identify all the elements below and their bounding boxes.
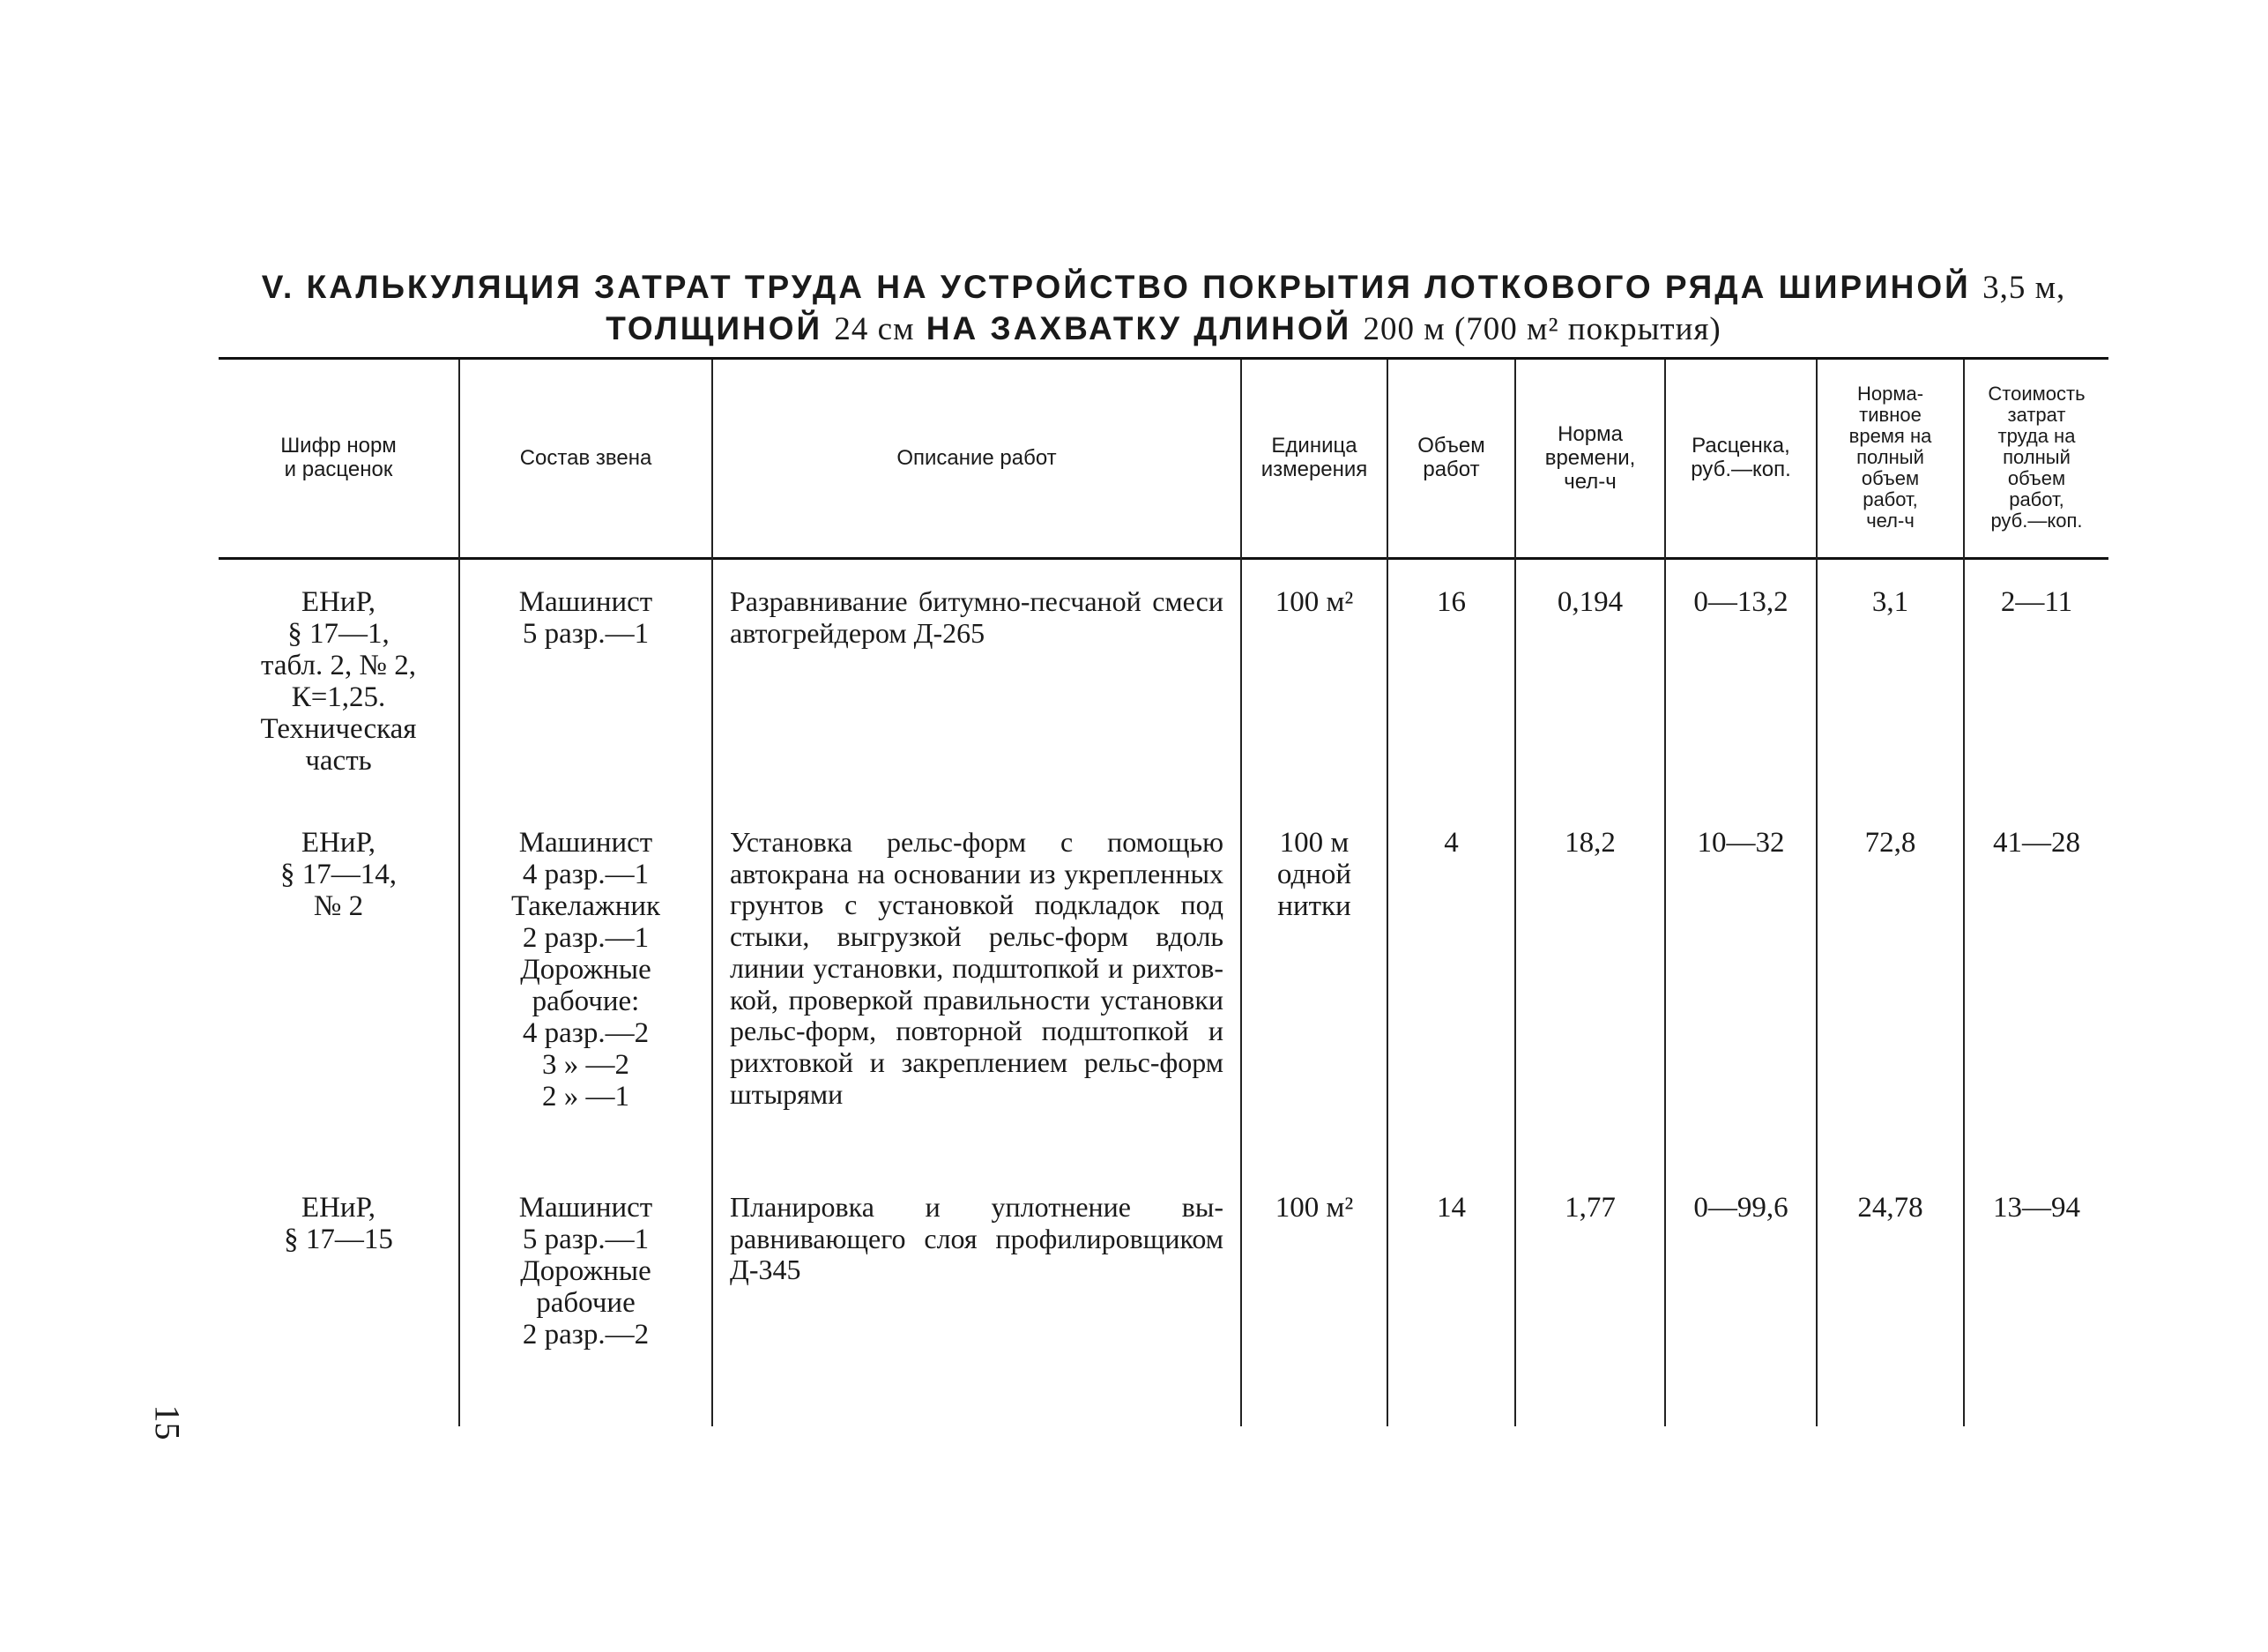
- title-thickness-value: 24 см: [834, 311, 915, 347]
- header-description: Описание работ: [896, 445, 1057, 470]
- header-bottom-rule: [219, 557, 2108, 560]
- cell-cost-total: 41—28: [1993, 827, 2080, 859]
- cell-crew: Машинист 4 разр.—1 Такелажник 2 разр.—1 Дорожные рабочие: 4 разр.—2 3 » —2 2 » —1: [510, 827, 661, 1112]
- cell-cost-total: 2—11: [2000, 586, 2073, 618]
- cell-volume: 4: [1444, 827, 1459, 859]
- cell-crew: Машинист 5 разр.—1: [518, 586, 653, 650]
- header-volume: Объем работ: [1417, 434, 1485, 481]
- title-text: V. КАЛЬКУЛЯЦИЯ ЗАТРАТ ТРУДА НА УСТРОЙСТВО ПОКРЫТИЯ ЛОТКОВОГО РЯДА ШИРИНОЙ: [261, 269, 1983, 305]
- cell-code: ЕНиР, § 17—1, табл. 2, № 2, К=1,25. Техническая часть: [260, 586, 417, 777]
- cell-norm-time-total: 3,1: [1871, 586, 1909, 618]
- cell-cost-total: 13—94: [1993, 1192, 2080, 1224]
- header-cost-total: Стоимость затрат труда на полный объем работ, руб.—коп.: [1988, 383, 2086, 532]
- header-code: Шифр норм и расценок: [280, 434, 397, 481]
- cell-rate: 10—32: [1697, 827, 1785, 859]
- cell-description: Установка рельс-форм с помощью автокрана на основании из укрепленных грунтов с установкой подкладок под стыки, выгрузкой рельс-форм вдоль линии установки, подштопкой и рихтовкой, проверкой правильности установки рельс-форм, повторной подштопкой и рихтовкой и закреплением рельс-форм штырями: [730, 826, 1223, 1110]
- header-norm-time-total: Норма- тивное время на полный объем работ, чел-ч: [1848, 383, 1932, 532]
- cell-time-norm: 0,194: [1557, 586, 1624, 618]
- cell-code: ЕНиР, § 17—15: [284, 1192, 393, 1255]
- cell-volume: 16: [1437, 586, 1466, 618]
- header-rate: Расценка, руб.—коп.: [1691, 434, 1791, 481]
- header-time-norm: Норма времени, чел-ч: [1544, 421, 1636, 494]
- cell-description: Разравнивание битумно-песчаной смеси автогрейдером Д-265: [730, 585, 1223, 649]
- cell-volume: 14: [1437, 1192, 1466, 1224]
- cell-time-norm: 18,2: [1565, 827, 1616, 859]
- cell-unit: 100 м²: [1275, 1192, 1354, 1224]
- title-length-value: 200 м (700 м² покрытия): [1363, 311, 1721, 347]
- header-unit: Единица измерения: [1260, 434, 1368, 481]
- cell-time-norm: 1,77: [1565, 1192, 1616, 1224]
- title-text: НА ЗАХВАТКУ ДЛИНОЙ: [914, 310, 1364, 346]
- cell-unit: 100 м одной нитки: [1276, 827, 1352, 922]
- cell-unit: 100 м²: [1275, 586, 1354, 618]
- cell-code: ЕНиР, § 17—14, № 2: [280, 827, 397, 922]
- header-crew: Состав звена: [519, 445, 652, 470]
- title-width-value: 3,5 м,: [1982, 270, 2066, 306]
- page-number: 15: [147, 1404, 188, 1440]
- table-title-line-1: [220, 269, 2107, 307]
- cell-description: Планировка и уплотнение выравнивающего слоя профилировщиком Д-345: [730, 1191, 1223, 1286]
- cell-rate: 0—13,2: [1693, 586, 1788, 618]
- cell-rate: 0—99,6: [1693, 1192, 1788, 1224]
- cell-norm-time-total: 72,8: [1864, 827, 1916, 859]
- table-top-rule: [219, 357, 2108, 360]
- table-title-line-2: [220, 310, 2107, 348]
- cell-norm-time-total: 24,78: [1857, 1192, 1923, 1224]
- title-text: ТОЛЩИНОЙ: [606, 310, 835, 346]
- cell-crew: Машинист 5 разр.—1 Дорожные рабочие 2 разр.—2: [518, 1192, 653, 1351]
